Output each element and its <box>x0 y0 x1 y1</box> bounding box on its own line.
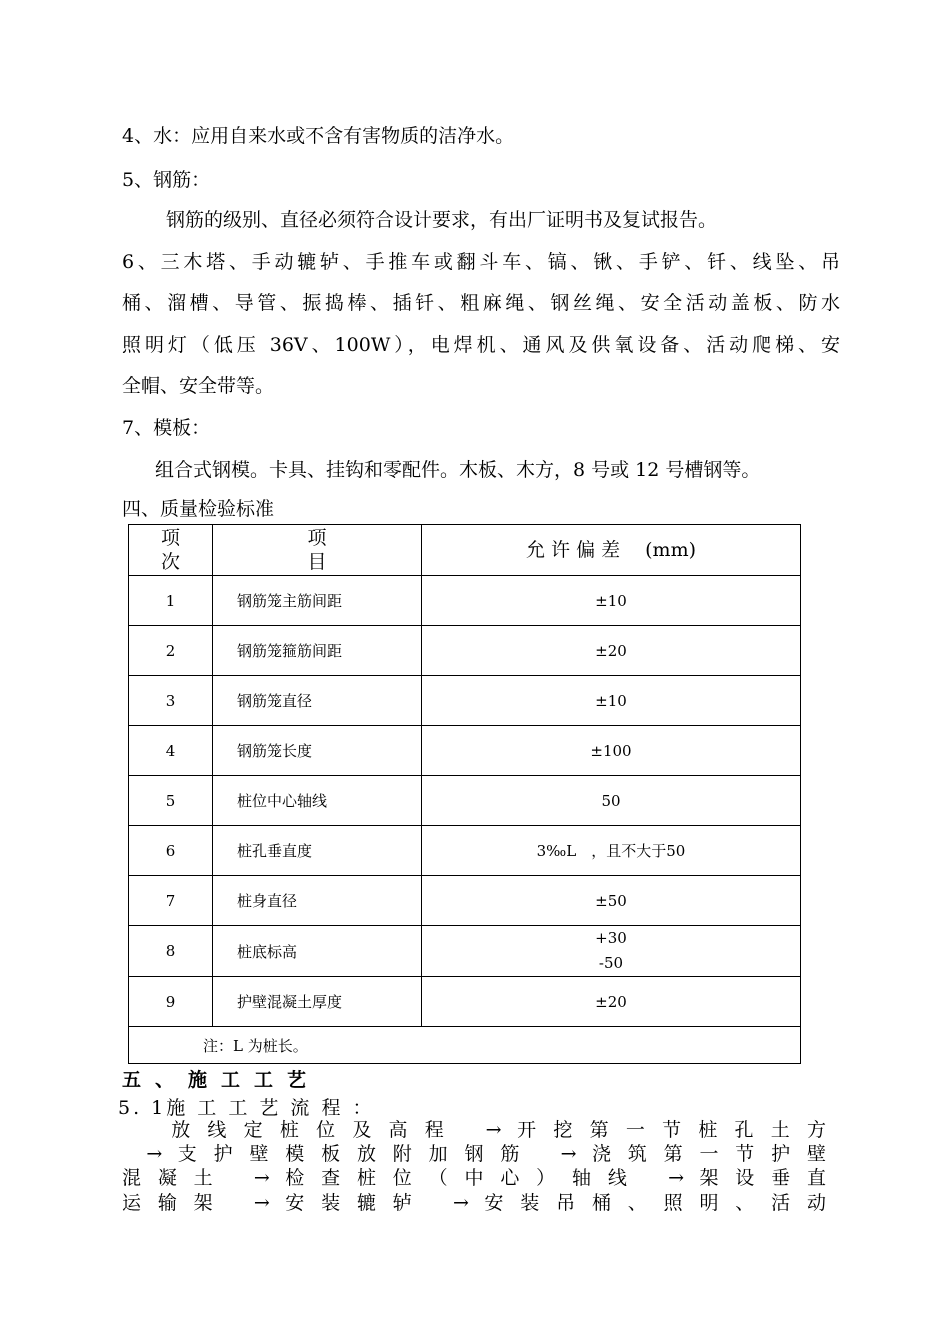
cell-tolerance: ±100 <box>422 726 801 776</box>
cell-item: 桩位中心轴线 <box>213 776 422 826</box>
cell-tolerance-upper: +30 <box>595 929 627 947</box>
cell-tolerance: ±20 <box>422 626 801 676</box>
flow-line-4: 运 输 架 → 安 装 辘 轳 → 安 装 吊 桶 、 照 明 、 活 动 <box>122 1192 830 1214</box>
paragraph-tools-line-2: 桶、溜槽、导管、振捣棒、插钎、粗麻绳、钢丝绳、安全活动盖板、防水 <box>122 292 840 314</box>
cell-no: 7 <box>129 876 213 926</box>
header-tolerance: 允 许 偏 差 (mm) <box>422 525 801 576</box>
cell-item: 钢筋笼长度 <box>213 726 422 776</box>
header-item-line-2: 目 <box>307 551 327 573</box>
cell-no: 8 <box>129 926 213 977</box>
cell-item: 护壁混凝土厚度 <box>213 977 422 1027</box>
table-row <box>129 626 801 676</box>
flow-line-2: → 支 护 壁 模 板 放 附 加 钢 筋 → 浇 筑 第 一 节 护 壁 <box>122 1143 830 1165</box>
paragraph-tools-line-1: 6、三木塔、手动辘轳、手推车或翻斗车、镐、锹、手铲、钎、线坠、吊 <box>122 251 840 273</box>
header-no <box>129 525 213 576</box>
paragraph-tools-line-4: 全帽、安全带等。 <box>122 375 275 397</box>
table-row <box>129 576 801 626</box>
cell-no: 1 <box>129 576 213 626</box>
flow-line-3: 混 凝 土 → 检 查 桩 位 （ 中 心 ） 轴 线 → 架 设 垂 直 <box>122 1167 830 1189</box>
header-item <box>213 525 422 576</box>
cell-item: 钢筋笼主筋间距 <box>213 576 422 626</box>
cell-tolerance: ±20 <box>422 977 801 1027</box>
header-no-line-1: 项 <box>160 527 180 549</box>
cell-no: 5 <box>129 776 213 826</box>
cell-item: 桩底标高 <box>213 926 422 977</box>
quality-standard-table <box>128 524 801 1064</box>
cell-item: 桩身直径 <box>213 876 422 926</box>
cell-tolerance: 50 <box>422 776 801 826</box>
cell-tolerance: ±50 <box>422 876 801 926</box>
header-item-line-1: 项 <box>307 527 327 549</box>
table-row <box>129 977 801 1027</box>
cell-item: 钢筋笼箍筋间距 <box>213 626 422 676</box>
table-row <box>129 726 801 776</box>
table-note: 注：L 为桩长。 <box>129 1027 801 1064</box>
cell-tolerance <box>422 926 801 977</box>
cell-no: 4 <box>129 726 213 776</box>
paragraph-formwork-body: 组合式钢模。卡具、挂钩和零配件。木板、木方，8 号或 12 号槽钢等。 <box>155 459 761 481</box>
table-row <box>129 826 801 876</box>
cell-tolerance: ±10 <box>422 676 801 726</box>
cell-no: 3 <box>129 676 213 726</box>
section-title-construction: 五、施工工艺 <box>122 1069 321 1091</box>
table-row <box>129 676 801 726</box>
section-title-quality: 四、质量检验标准 <box>122 498 275 520</box>
cell-item: 桩孔垂直度 <box>213 826 422 876</box>
table-row <box>129 776 801 826</box>
paragraph-formwork-heading: 7、模板： <box>122 417 211 439</box>
subsection-title-flow: 5. 1施 工 工 艺 流 程 ： <box>118 1097 375 1119</box>
header-no-line-2: 次 <box>160 551 180 573</box>
cell-no: 9 <box>129 977 213 1027</box>
paragraph-rebar-body: 钢筋的级别、直径必须符合设计要求，有出厂证明书及复试报告。 <box>166 209 718 231</box>
table-row <box>129 926 801 977</box>
paragraph-tools-line-3: 照明灯（低压 36V、100W），电焊机、通风及供氧设备、活动爬梯、安 <box>122 334 840 356</box>
paragraph-rebar-heading: 5、钢筋： <box>122 169 211 191</box>
table-row <box>129 876 801 926</box>
cell-no: 2 <box>129 626 213 676</box>
paragraph-water: 4、水：应用自来水或不含有害物质的洁净水。 <box>122 125 515 147</box>
cell-tolerance: ±10 <box>422 576 801 626</box>
cell-tolerance-lower: -50 <box>598 954 624 972</box>
cell-item: 钢筋笼直径 <box>213 676 422 726</box>
flow-line-1: 放 线 定 桩 位 及 高 程 → 开 挖 第 一 节 桩 孔 土 方 <box>122 1119 830 1141</box>
table-note-row <box>129 1027 801 1064</box>
table-header-row <box>129 525 801 576</box>
cell-tolerance: 3‰L ，且不大于50 <box>422 826 801 876</box>
cell-no: 6 <box>129 826 213 876</box>
